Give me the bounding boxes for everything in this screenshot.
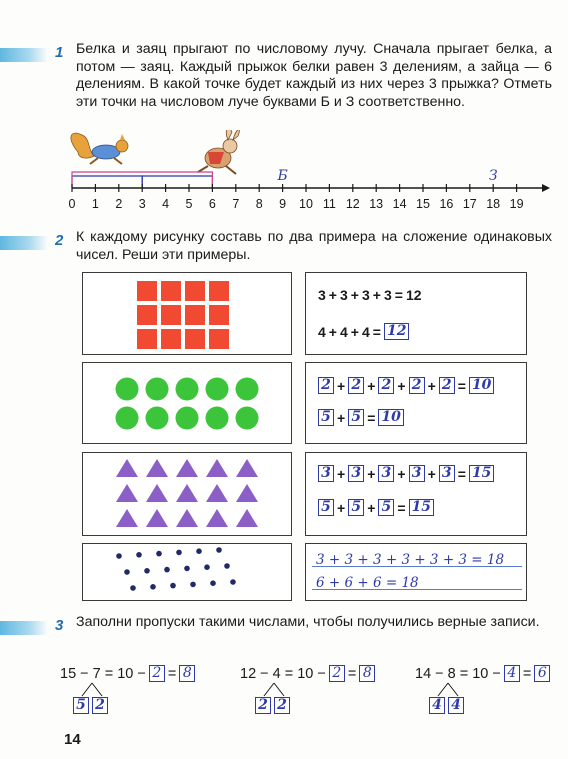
- picture-panel-squares: [82, 272, 292, 355]
- tick-label: 19: [509, 197, 524, 211]
- answer-box[interactable]: 2: [378, 377, 394, 394]
- tick-label: 9: [279, 197, 287, 211]
- tick-label: 16: [439, 197, 454, 211]
- blue-dot: [136, 552, 142, 558]
- answer-box[interactable]: 8: [359, 665, 375, 682]
- task1-number: 1: [55, 44, 64, 61]
- answer-box[interactable]: 10: [378, 409, 403, 426]
- answer-box[interactable]: 5: [318, 499, 334, 516]
- green-circle: [206, 407, 229, 430]
- picture-panel-dots: [82, 543, 292, 601]
- answer-box[interactable]: 12: [384, 323, 409, 340]
- blue-dot: [116, 553, 122, 559]
- purple-triangle: [236, 509, 258, 527]
- red-square: [185, 305, 205, 325]
- blue-dot: [230, 579, 236, 585]
- handwritten-equation-1: 3 + 3 + 3 + 3 + 3 + 3 = 18: [316, 552, 505, 568]
- answer-box[interactable]: 8: [179, 665, 195, 682]
- answer-box[interactable]: 2: [348, 377, 364, 394]
- tick-label: 8: [255, 197, 263, 211]
- axis-arrow: [542, 184, 550, 192]
- red-square: [161, 305, 181, 325]
- picture-panel-circles: [82, 362, 292, 444]
- answer-box[interactable]: 15: [469, 465, 494, 482]
- tick-label: 11: [322, 197, 336, 211]
- split-lines-1: [72, 682, 112, 698]
- answer-box[interactable]: 3: [409, 465, 425, 482]
- tick-label: 3: [138, 197, 146, 211]
- blue-dot: [130, 585, 136, 591]
- green-circle: [146, 378, 169, 401]
- green-circle: [116, 407, 139, 430]
- tick-label: 7: [232, 197, 240, 211]
- task3-marker-band: [0, 621, 48, 635]
- answer-box[interactable]: 3: [318, 465, 334, 482]
- answer-box[interactable]: 5: [318, 409, 334, 426]
- task1-text: Белка и заяц прыгают по числовому лучу. Сначала прыгает белка, а потом — заяц. Каждый прыжок белки равен 3 делениям, а зайца — 6 делениям. В какой точке будет каждый из них через 3 прыжка? Отметь эти точки на числовом луче буквами Б и З соответственно.: [76, 41, 552, 110]
- task2-text: К каждому рисунку составь по два примера на сложение одинаковых чисел. Реши эти примеры.: [76, 229, 552, 263]
- green-circle: [176, 407, 199, 430]
- task3-split-2: [255, 697, 290, 714]
- answer-box[interactable]: 5: [378, 499, 394, 516]
- blue-dot: [210, 580, 216, 586]
- blue-dot: [176, 550, 182, 556]
- purple-triangle: [176, 484, 198, 502]
- purple-triangle: [206, 484, 228, 502]
- purple-triangle: [206, 509, 228, 527]
- tick-label: 5: [185, 197, 193, 211]
- answer-box[interactable]: 4: [448, 697, 464, 714]
- green-circle: [146, 407, 169, 430]
- blue-dot: [196, 548, 202, 554]
- answer-box[interactable]: 2: [149, 665, 165, 682]
- blue-dot: [170, 583, 176, 589]
- tick-label: 0: [68, 197, 76, 211]
- answer-box[interactable]: 5: [348, 499, 364, 516]
- answer-box[interactable]: 4: [429, 697, 445, 714]
- tick-label: 13: [369, 197, 384, 211]
- blue-dot: [204, 564, 210, 570]
- equation-panel-2: [305, 362, 527, 444]
- purple-triangle: [116, 459, 138, 477]
- number-line: [60, 130, 555, 220]
- blue-dot: [150, 584, 156, 590]
- squirrel-icon: [71, 133, 128, 164]
- purple-triangle: [116, 484, 138, 502]
- task1-marker-band: [0, 48, 48, 62]
- green-circle: [206, 378, 229, 401]
- purple-triangle: [176, 509, 198, 527]
- answer-box[interactable]: 2: [274, 697, 290, 714]
- task3-item-3: 14 − 8 = 10 − 4 = 6: [415, 665, 550, 682]
- answer-box[interactable]: 2: [409, 377, 425, 394]
- red-square: [161, 329, 181, 349]
- red-square: [185, 281, 205, 301]
- task3-item-2: 12 − 4 = 10 − 2 = 8: [240, 665, 375, 682]
- answer-box[interactable]: 2: [92, 697, 108, 714]
- task3-split-1: [73, 697, 108, 714]
- task2-number: 2: [55, 232, 64, 249]
- blue-dot: [224, 563, 230, 569]
- answer-box[interactable]: 2: [318, 377, 334, 394]
- blue-dot: [216, 547, 222, 553]
- split-lines-2: [254, 682, 294, 698]
- task3-number: 3: [55, 617, 64, 634]
- equation-panel-4: [305, 543, 527, 601]
- equation-row1-a: 3 + 3 + 3 + 3 = 12: [318, 287, 422, 303]
- answer-box[interactable]: 15: [409, 499, 434, 516]
- answer-box[interactable]: 10: [469, 377, 494, 394]
- purple-triangle: [206, 459, 228, 477]
- equation-row3-b: 5 + 5 + 5 = 15: [318, 499, 434, 516]
- squirrel-jump-arc: [142, 176, 212, 188]
- tick-label: 4: [162, 197, 170, 211]
- tick-label: 1: [91, 197, 99, 211]
- tick-label: 12: [345, 197, 360, 211]
- red-square: [209, 329, 229, 349]
- purple-triangle: [176, 459, 198, 477]
- answer-box[interactable]: 2: [329, 665, 345, 682]
- answer-box[interactable]: 2: [255, 697, 271, 714]
- tick-label: 18: [486, 197, 501, 211]
- hare-icon: [198, 130, 239, 174]
- tick-label: 15: [416, 197, 430, 211]
- purple-triangle: [236, 459, 258, 477]
- equation-panel-1: [305, 272, 527, 355]
- task3-item-1: 15 − 7 = 10 − 2 = 8: [60, 665, 195, 682]
- blue-dot: [190, 582, 196, 588]
- red-square: [137, 329, 157, 349]
- answer-box[interactable]: 3: [348, 465, 364, 482]
- purple-triangle: [146, 484, 168, 502]
- answer-box[interactable]: 3: [378, 465, 394, 482]
- answer-box[interactable]: 2: [439, 377, 455, 394]
- tick-label: 2: [115, 197, 123, 211]
- red-square: [137, 281, 157, 301]
- purple-triangle: [236, 484, 258, 502]
- tick-label: 14: [392, 197, 407, 211]
- task2-marker-band: [0, 236, 48, 250]
- red-square: [209, 281, 229, 301]
- mark-b-label: Б: [277, 168, 288, 184]
- picture-panel-triangles: [82, 452, 292, 536]
- squirrel-jump-arc: [72, 176, 142, 188]
- purple-triangle: [116, 509, 138, 527]
- red-square: [209, 305, 229, 325]
- red-square: [137, 305, 157, 325]
- handwritten-equation-2: 6 + 6 + 6 = 18: [316, 575, 419, 591]
- answer-box[interactable]: 5: [348, 409, 364, 426]
- equation-row2-a: 2 + 2 + 2 + 2 + 2 = 10: [318, 377, 494, 394]
- equation-row3-a: 3 + 3 + 3 + 3 + 3 = 15: [318, 465, 494, 482]
- answer-box[interactable]: 5: [73, 697, 89, 714]
- green-circle: [116, 378, 139, 401]
- equation-panel-3: [305, 452, 527, 536]
- blue-dot: [184, 566, 190, 572]
- green-circle: [236, 378, 259, 401]
- green-circles-grid: [83, 363, 291, 443]
- blue-dot: [124, 569, 130, 575]
- answer-box[interactable]: 4: [504, 665, 520, 682]
- tick-label: 6: [208, 197, 216, 211]
- split-lines-3: [428, 682, 468, 698]
- page-number: 14: [64, 731, 81, 748]
- task3-text: Заполни пропуски такими числами, чтобы получились верные записи.: [76, 614, 540, 630]
- task3-split-3: [429, 697, 464, 714]
- blue-dot: [144, 568, 150, 574]
- blue-dot: [164, 567, 170, 573]
- answer-box[interactable]: 6: [534, 665, 550, 682]
- equation-row2-b: 5 + 5 = 10: [318, 409, 404, 426]
- green-circle: [236, 407, 259, 430]
- red-square: [185, 329, 205, 349]
- red-squares-grid: [83, 273, 291, 354]
- blue-dot: [156, 551, 162, 557]
- purple-triangle: [146, 509, 168, 527]
- tick-label: 10: [299, 197, 313, 211]
- answer-box[interactable]: 3: [439, 465, 455, 482]
- equation-row1-b: 4 + 4 + 4 = 12: [318, 323, 409, 340]
- mark-z-label: З: [488, 168, 498, 184]
- tick-label: 17: [462, 197, 477, 211]
- red-square: [161, 281, 181, 301]
- purple-triangles-grid: [83, 453, 291, 535]
- purple-triangle: [146, 459, 168, 477]
- green-circle: [176, 378, 199, 401]
- blue-dots-field: [83, 544, 291, 600]
